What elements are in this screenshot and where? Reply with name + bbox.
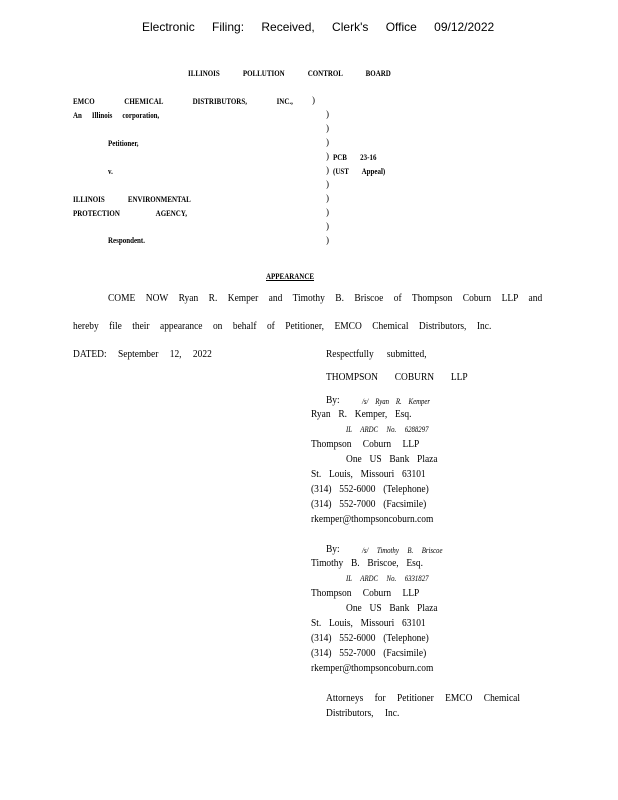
fax: (314) 552-7000 (Facsimile): [311, 499, 427, 510]
ardc-number: IL ARDC No. 6331827: [346, 574, 429, 583]
firm-name: THOMPSON COBURN LLP: [326, 372, 468, 383]
email-link[interactable]: rkemper@thompsoncoburn.com: [311, 514, 434, 525]
caption-paren: ): [326, 235, 329, 245]
caption-paren: ): [326, 123, 329, 133]
attorney-firm: Thompson Coburn LLP: [311, 439, 420, 450]
caption-paren: ): [326, 109, 329, 119]
attorneys-for-line1: Attorneys for Petitioner EMCO Chemical: [326, 693, 521, 704]
signature: /s/ Ryan R. Kemper: [362, 397, 431, 406]
email-link[interactable]: rkemper@thompsoncoburn.com: [311, 663, 434, 674]
phone: (314) 552-6000 (Telephone): [311, 633, 429, 644]
respectfully-submitted: Respectfully submitted,: [326, 349, 427, 360]
case-type: (UST Appeal): [333, 166, 386, 176]
address-line1: One US Bank Plaza: [346, 603, 438, 614]
caption-paren: ): [326, 193, 329, 203]
board-name: ILLINOIS POLLUTION CONTROL BOARD: [188, 68, 391, 78]
caption-paren: ): [326, 207, 329, 217]
versus-label: v.: [108, 166, 113, 176]
caption-paren: ): [326, 137, 329, 147]
fax: (314) 552-7000 (Facsimile): [311, 648, 427, 659]
by-label: By:: [326, 395, 340, 406]
dated-line: DATED: September 12, 2022: [73, 349, 212, 360]
caption-paren: ): [326, 179, 329, 189]
address-line2: St. Louis, Missouri 63101: [311, 469, 426, 480]
caption-paren: ): [326, 221, 329, 231]
address-line2: St. Louis, Missouri 63101: [311, 618, 426, 629]
filing-stamp: Electronic Filing: Received, Clerk's Office 09/12/2022: [142, 20, 495, 34]
attorney-name: Timothy B. Briscoe, Esq.: [311, 558, 423, 569]
respondent-name-line2: PROTECTION AGENCY,: [73, 208, 187, 218]
address-line1: One US Bank Plaza: [346, 454, 438, 465]
appearance-paragraph-line1: COME NOW Ryan R. Kemper and Timothy B. Briscoe of Thompson Coburn LLP and: [108, 293, 543, 304]
caption-paren: ): [312, 95, 315, 105]
attorney-name: Ryan R. Kemper, Esq.: [311, 409, 412, 420]
respondent-name: ILLINOIS ENVIRONMENTAL: [73, 194, 191, 204]
attorney-firm: Thompson Coburn LLP: [311, 588, 420, 599]
appearance-title: [266, 271, 314, 281]
caption-paren: ): [326, 151, 329, 161]
respondent-role: Respondent.: [108, 235, 145, 245]
phone: (314) 552-6000 (Telephone): [311, 484, 429, 495]
by-label: By:: [326, 544, 340, 555]
appearance-title-text: APPEARANCE: [266, 271, 315, 281]
caption-paren: ): [326, 165, 329, 175]
petitioner-role: Petitioner,: [108, 138, 139, 148]
appearance-paragraph-line2: hereby file their appearance on behalf of Petitioner, EMCO Chemical Distributors, Inc.: [73, 321, 492, 332]
case-number: PCB 23-16: [333, 152, 377, 162]
petitioner-name: EMCO CHEMICAL DISTRIBUTORS, INC.,: [73, 96, 293, 106]
petitioner-description: An Illinois corporation,: [73, 110, 160, 120]
signature: /s/ Timothy B. Briscoe: [362, 546, 443, 555]
attorneys-for-line2: Distributors, Inc.: [326, 708, 400, 719]
ardc-number: IL ARDC No. 6288297: [346, 425, 429, 434]
